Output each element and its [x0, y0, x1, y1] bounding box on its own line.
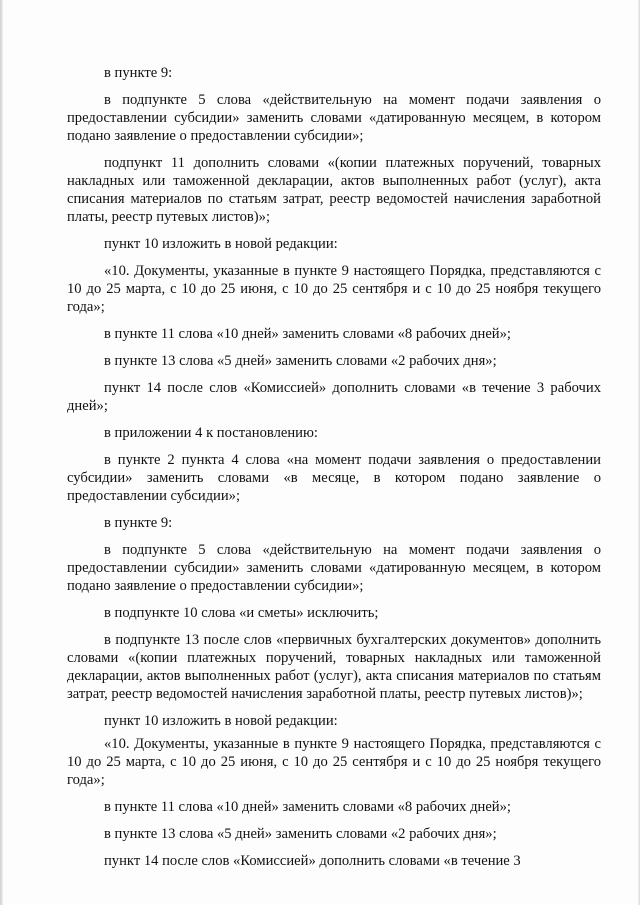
paragraph-12: в подпункте 5 слова «действительную на момент подачи заявления о предоставлении субсидии» заменить словами «датированную месяцем, в котором подано заявление о предоставлении субсидии»;	[67, 542, 601, 594]
document-body	[67, 64, 601, 879]
paragraph-19: пункт 14 после слов «Комиссией» дополнить словами «в течение 3	[104, 853, 521, 869]
paragraph-10: в пункте 2 пункта 4 слова «на момент подачи заявления о предоставлении субсидии» заменить словами «в месяце, в котором подано заявление о предоставлении субсидии»;	[67, 452, 601, 504]
paragraph-4: пункт 10 изложить в новой редакции:	[104, 236, 338, 252]
paragraph-14: в подпункте 13 после слов «первичных бухгалтерских документов» дополнить словами «(копии платежных поручений, товарных накладных или таможенной декларации, актов выполненных работ (услуг), акта списания материалов по статьям затрат, реестр ведомостей начисления заработной платы, реестр путевых листов)»;	[67, 632, 601, 702]
paragraph-18: в пункте 13 слова «5 дней» заменить словами «2 рабочих дня»;	[104, 826, 497, 842]
paragraph-11: в пункте 9:	[104, 515, 173, 531]
paragraph-16: «10. Документы, указанные в пункте 9 настоящего Порядка, представляются с 10 до 25 марта, с 10 до 25 июня, с 10 до 25 сентября и с 10 до 25 ноября текущего года»;	[67, 736, 601, 788]
paragraph-3: подпункт 11 дополнить словами «(копии платежных поручений, товарных накладных или таможенной декларации, актов выполненных работ (услуг), акта списания материалов по статьям затрат, реестр ведомостей начисления заработной платы, реестр путевых листов)»;	[67, 155, 601, 225]
paragraph-2: в подпункте 5 слова «действительную на момент подачи заявления о предоставлении субсидии» заменить словами «датированную месяцем, в котором подано заявление о предоставлении субсидии»;	[67, 92, 601, 144]
paragraph-5: «10. Документы, указанные в пункте 9 настоящего Порядка, представляются с 10 до 25 марта, с 10 до 25 июня, с 10 до 25 сентября и с 10 до 25 ноября текущего года»;	[67, 263, 601, 315]
paragraph-15: пункт 10 изложить в новой редакции:	[104, 713, 338, 729]
paragraph-1: в пункте 9:	[104, 65, 173, 81]
paragraph-9: в приложении 4 к постановлению:	[104, 425, 318, 441]
paragraph-7: в пункте 13 слова «5 дней» заменить словами «2 рабочих дня»;	[104, 353, 497, 369]
scan-edge-left	[0, 0, 3, 905]
paragraph-8: пункт 14 после слов «Комиссией» дополнить словами «в течение 3 рабочих дней»;	[67, 380, 601, 414]
paragraph-13: в подпункте 10 слова «и сметы» исключить;	[104, 605, 379, 621]
paragraph-17: в пункте 11 слова «10 дней» заменить словами «8 рабочих дней»;	[104, 799, 511, 815]
paragraph-6: в пункте 11 слова «10 дней» заменить словами «8 рабочих дней»;	[104, 326, 511, 342]
